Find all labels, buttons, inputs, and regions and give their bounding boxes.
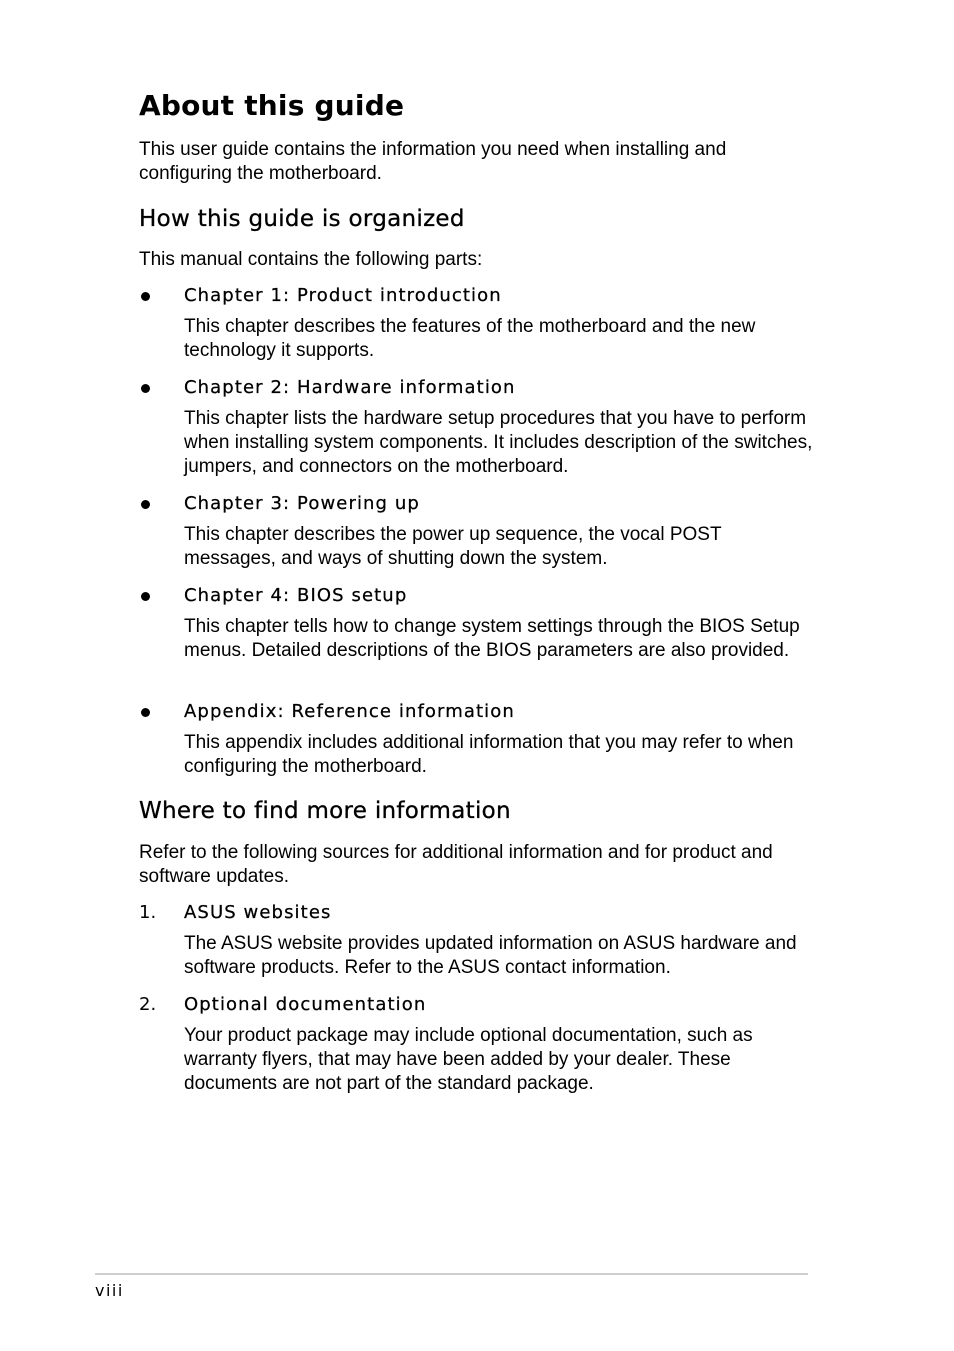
footer-divider xyxy=(95,1273,808,1275)
part-title-appendix: Appendix: Reference information xyxy=(184,701,515,722)
intro-paragraph: This user guide contains the information you need when installing and configuring the motherboard. xyxy=(139,139,727,185)
source-title-asus-websites: ASUS websites xyxy=(184,902,332,923)
page-number: viii xyxy=(95,1281,124,1300)
section-heading-more-info: Where to find more information xyxy=(139,798,511,824)
part-description-chapter-1: This chapter describes the features of the motherboard and the new technology it supports. xyxy=(184,316,756,362)
source-description-optional-documentation: Your product package may include optional documentation, such as warranty flyers, that may have been added by your dealer. These documents are not part of the standard package. xyxy=(184,1025,753,1095)
bullet-icon xyxy=(141,500,150,509)
part-description-chapter-2: This chapter lists the hardware setup procedures that you have to perform when installing system components. It includes description of the switches, jumpers, and connectors on the motherboard. xyxy=(184,408,813,478)
part-title-chapter-3: Chapter 3: Powering up xyxy=(184,493,420,514)
part-title-chapter-1: Chapter 1: Product introduction xyxy=(184,285,502,306)
source-number: 2. xyxy=(139,994,157,1015)
bullet-icon xyxy=(141,708,150,717)
part-title-chapter-2: Chapter 2: Hardware information xyxy=(184,377,516,398)
part-description-chapter-3: This chapter describes the power up sequence, the vocal POST messages, and ways of shutting down the system. xyxy=(184,524,722,570)
bullet-icon xyxy=(141,592,150,601)
part-description-chapter-4: This chapter tells how to change system settings through the BIOS Setup menus. Detailed descriptions of the BIOS parameters are also provided. xyxy=(184,616,800,662)
source-number: 1. xyxy=(139,902,157,923)
part-description-appendix: This appendix includes additional information that you may refer to when configuring the motherboard. xyxy=(184,732,794,778)
bullet-icon xyxy=(141,292,150,301)
bullet-icon xyxy=(141,384,150,393)
source-title-optional-documentation: Optional documentation xyxy=(184,994,427,1015)
organized-lead: This manual contains the following parts: xyxy=(139,249,483,270)
page-title: About this guide xyxy=(139,89,405,122)
section-heading-organized: How this guide is organized xyxy=(139,206,465,232)
more-info-lead: Refer to the following sources for additional information and for product and software updates. xyxy=(139,842,773,888)
part-title-chapter-4: Chapter 4: BIOS setup xyxy=(184,585,408,606)
source-description-asus-websites: The ASUS website provides updated information on ASUS hardware and software products. Refer to the ASUS contact information. xyxy=(184,933,797,979)
